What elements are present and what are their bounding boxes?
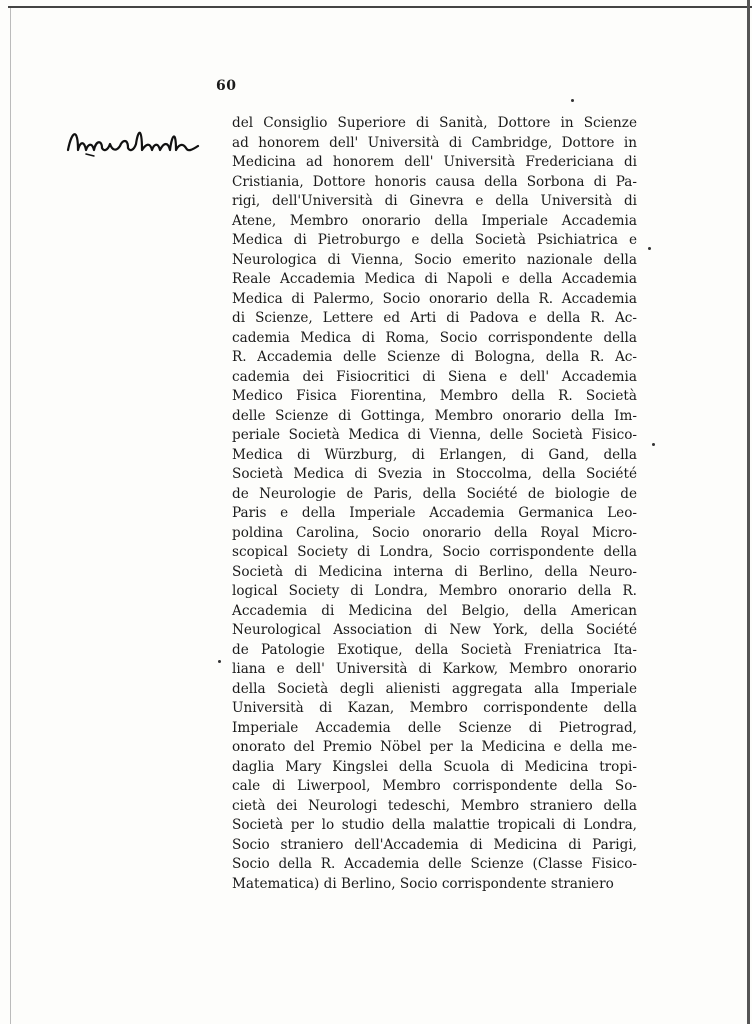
text-line: Atene, Membro onorario della Imperiale Accademia [232,212,637,229]
text-line: Neurologica di Vienna, Socio emerito nazionale della [232,251,637,268]
text-line: Società Medica di Svezia in Stoccolma, della Société [232,466,637,482]
speck-mark [652,443,655,446]
text-line: del Consiglio Superiore di Sanità, Dottore in Scienze [232,115,637,131]
text-line: scopical Society di Londra, Socio corrispondente della [232,544,637,560]
text-line: de Neurologie de Paris, della Société de biologie de [232,485,637,502]
text-line: Socio della R. Accademia delle Scienze (Classe Fisico- [232,856,637,872]
text-line: di Scienze, Lettere ed Arti di Padova e della R. Ac- [232,310,637,326]
page-number: 60 [216,78,237,94]
text-line: Imperiale Accademia delle Scienze di Pietrograd, [232,719,637,736]
text-line: ad honorem dell' Università di Cambridge, Dottore in [232,134,637,151]
text-line: R. Accademia delle Scienze di Bologna, della R. Ac- [232,349,637,365]
text-line: Neurological Association di New York, della Société [232,622,637,638]
text-line: Università di Kazan, Membro corrispondente della [232,700,637,716]
text-line: de Patologie Exotique, della Società Freniatrica Ita- [232,641,637,658]
text-line: poldina Carolina, Socio onorario della Royal Micro- [232,524,637,541]
speck-mark [571,99,574,102]
page-right-border [747,0,750,1024]
text-line: cietà dei Neurologi tedeschi, Membro straniero della [232,797,637,814]
page-top-border [8,6,752,8]
text-line: Medica di Pietroburgo e della Società Psichiatrica e [232,232,637,248]
text-line: liana e dell' Università di Karkow, Membro onorario [232,661,637,677]
page-left-border [10,8,11,1024]
body-text [232,114,637,894]
text-line: logical Society di Londra, Membro onorario della R. [232,583,637,599]
text-line: onorato del Premio Nöbel per la Medicina e della me- [232,739,637,755]
text-line: Medica di Palermo, Socio onorario della R. Accademia [232,290,637,307]
handwritten-margin-note-icon [64,120,204,164]
text-line: periale Società Medica di Vienna, delle Società Fisico- [232,427,637,443]
text-line: cademia dei Fisiocritici di Siena e dell' Accademia [232,368,637,385]
text-line: Reale Accademia Medica di Napoli e della Accademia [232,271,637,287]
text-line: Società di Medicina interna di Berlino, della Neuro- [232,563,637,580]
text-line: cale di Liwerpool, Membro corrispondente della So- [232,778,637,794]
text-line: rigi, dell'Università di Ginevra e della Università di [232,193,637,209]
text-line: Medicina ad honorem dell' Università Fredericiana di [232,154,637,170]
text-line: Socio straniero dell'Accademia di Medicina di Parigi, [232,836,637,853]
text-line: Medica di Würzburg, di Erlangen, di Gand, della [232,446,637,463]
text-line: Cristiania, Dottore honoris causa della Sorbona di Pa- [232,173,637,190]
text-line: Società per lo studio della malattie tropicali di Londra, [232,817,637,833]
text-line: Paris e della Imperiale Accademia Germanica Leo- [232,505,637,521]
text-line: Medico Fisica Fiorentina, Membro della R. Società [232,388,637,404]
text-line: delle Scienze di Gottinga, Membro onorario della Im- [232,407,637,424]
speck-mark [218,660,221,663]
text-line: della Società degli alienisti aggregata alla Imperiale [232,680,637,697]
text-line: daglia Mary Kingslei della Scuola di Medicina tropi- [232,758,637,775]
text-line: Matematica) di Berlino, Socio corrispondente straniero [232,875,614,892]
text-line: Accademia di Medicina del Belgio, della American [232,602,637,619]
text-line: cademia Medica di Roma, Socio corrispondente della [232,329,637,346]
speck-mark [648,247,651,250]
